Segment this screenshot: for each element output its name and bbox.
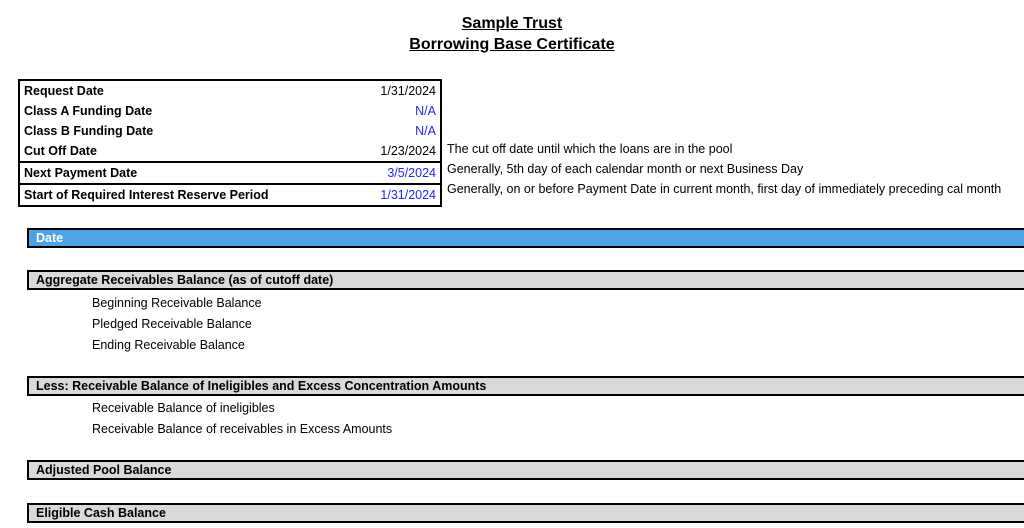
table-row (19, 141, 441, 162)
row-value-start-of-required-interest-reserve-period: 1/31/2024 (328, 184, 441, 206)
section-header-aggregate-receivables-balance (27, 270, 1024, 290)
table-row (19, 101, 441, 121)
list-item-receivable-balance-of-ineligibles: Receivable Balance of ineligibles (92, 401, 275, 415)
page-title-line-1: Sample Trust (461, 15, 563, 32)
row-label-class-a-funding-date: Class A Funding Date (24, 104, 153, 118)
list-item-receivable-balance-in-excess-amounts: Receivable Balance of receivables in Excess Amounts (92, 422, 393, 436)
note-start-of-required-interest-reserve-period: Generally, on or before Payment Date in current month, first day of immediately preceding cal month (447, 182, 1002, 196)
note-cut-off-date: The cut off date until which the loans are in the pool (447, 142, 733, 156)
page-title-line-2: Borrowing Base Certificate (409, 36, 615, 53)
row-value-cut-off-date: 1/23/2024 (380, 144, 436, 158)
row-value-next-payment-date: 3/5/2024 (328, 162, 441, 184)
section-header-label: Eligible Cash Balance (36, 506, 166, 520)
section-header-label: Adjusted Pool Balance (36, 463, 172, 477)
table-row (19, 184, 441, 206)
row-label-class-b-funding-date: Class B Funding Date (24, 124, 154, 138)
key-dates-table (18, 79, 442, 207)
section-header-label: Aggregate Receivables Balance (as of cutoff date) (36, 273, 334, 287)
document-title-block (0, 0, 1024, 55)
row-label-request-date: Request Date (24, 84, 104, 98)
table-row (19, 121, 441, 141)
row-value-class-a-funding-date: N/A (415, 104, 436, 118)
section-header-less-ineligibles-and-excess-concentration (27, 376, 1024, 396)
key-dates-notes-column (447, 79, 1024, 199)
list-item-pledged-receivable-balance: Pledged Receivable Balance (92, 317, 252, 331)
table-row (19, 162, 441, 184)
row-label-start-of-required-interest-reserve-period: Start of Required Interest Reserve Period (19, 184, 328, 206)
table-row (19, 80, 441, 101)
note-next-payment-date: Generally, 5th day of each calendar month or next Business Day (447, 162, 804, 176)
key-dates-table-container (18, 79, 442, 207)
section-header-adjusted-pool-balance (27, 460, 1024, 480)
date-column-header-bar (27, 228, 1024, 248)
row-value-class-b-funding-date: N/A (415, 124, 436, 138)
list-item-ending-receivable-balance: Ending Receivable Balance (92, 338, 245, 352)
row-value-request-date: 1/31/2024 (380, 84, 436, 98)
date-column-header-label: Date (36, 231, 64, 245)
row-label-cut-off-date: Cut Off Date (24, 144, 97, 158)
row-label-next-payment-date: Next Payment Date (19, 162, 328, 184)
section-header-label: Less: Receivable Balance of Ineligibles and Excess Concentration Amounts (36, 379, 487, 393)
section-header-eligible-cash-balance (27, 503, 1024, 523)
list-item-beginning-receivable-balance: Beginning Receivable Balance (92, 296, 262, 310)
